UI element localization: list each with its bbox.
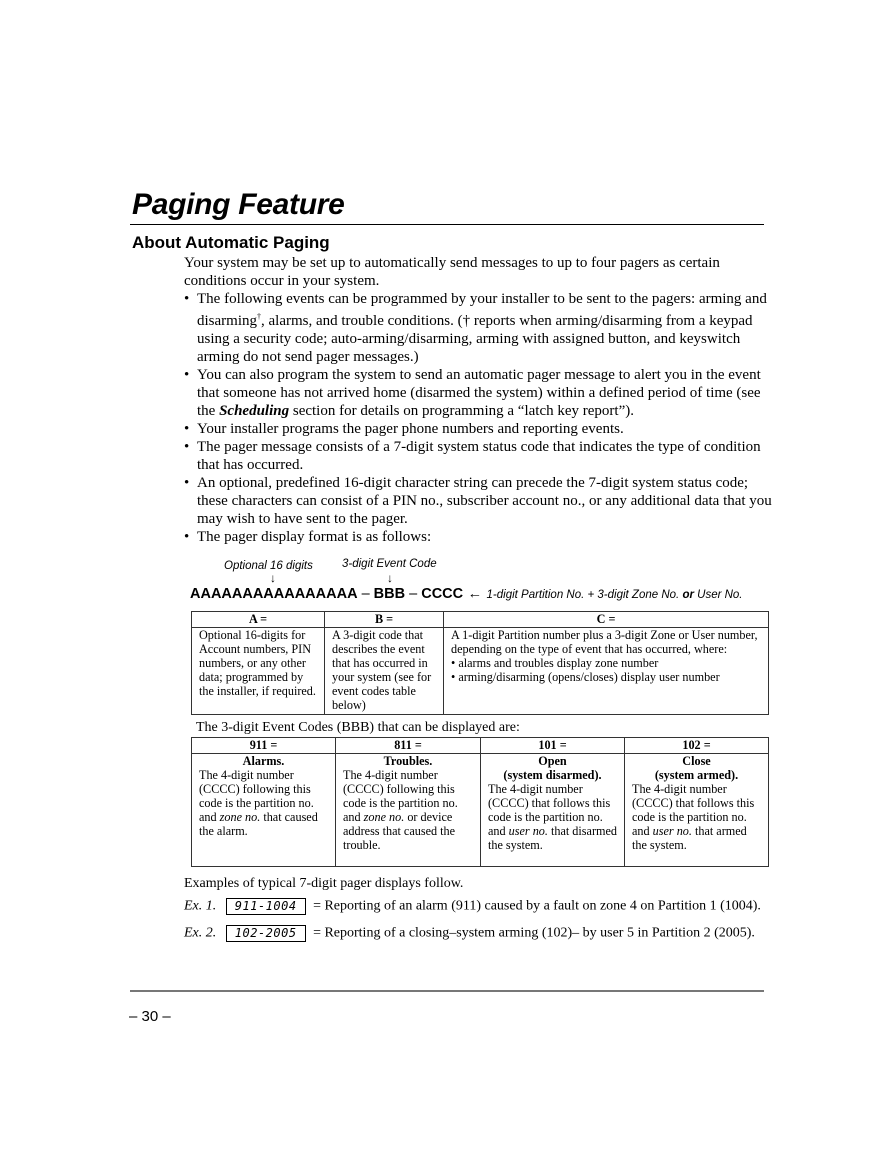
bullet-installer bbox=[184, 420, 774, 438]
bullet-dot: • bbox=[184, 291, 190, 307]
format-label-event-code: 3-digit Event Code bbox=[342, 558, 437, 570]
cell-c-text: A 1-digit Partition number plus a 3-digit Zone or User number, depending on the type of event that has occurred, where: bbox=[451, 628, 758, 656]
arrow-down-icon: ↓ bbox=[387, 571, 393, 585]
event-subtitle: (system armed). bbox=[654, 768, 739, 782]
page-title: Paging Feature bbox=[132, 188, 345, 221]
header-a: A = bbox=[192, 612, 325, 628]
header-101: 101 = bbox=[481, 738, 625, 754]
event-title: Alarms. bbox=[242, 754, 285, 768]
dagger-mark: † bbox=[257, 312, 261, 321]
format-label-optional: Optional 16 digits bbox=[224, 560, 313, 572]
table-header-row bbox=[192, 738, 769, 754]
format-c-part: CCCC bbox=[421, 586, 464, 602]
bullet-message bbox=[184, 438, 774, 474]
header-b: B = bbox=[325, 612, 444, 628]
bullet-text: section for details on programming a “latch key report”). bbox=[289, 403, 634, 419]
arrow-left-icon: ← bbox=[467, 586, 483, 602]
list-item: • arming/disarming (opens/closes) display user number bbox=[451, 670, 720, 684]
page-number: – 30 – bbox=[129, 1008, 171, 1025]
event-title: Open bbox=[538, 754, 567, 768]
bullet-text: You can also program the system to send an automatic pager message to alert you in the event that someone has not arrived home (disarmed the system) within a defined period of time (see the bbox=[197, 367, 761, 419]
bullet-dot: • bbox=[184, 475, 190, 491]
list-item: • alarms and troubles display zone number bbox=[451, 656, 659, 670]
event-subtitle: (system disarmed). bbox=[503, 768, 602, 782]
bullet-events bbox=[184, 290, 774, 366]
cell-c bbox=[444, 628, 769, 715]
header-911: 911 = bbox=[192, 738, 336, 754]
pager-format-line bbox=[190, 585, 743, 603]
header-811: 811 = bbox=[336, 738, 481, 754]
format-c-note: 1-digit Partition No. + 3-digit Zone No. or User No. bbox=[486, 589, 743, 601]
event-title: Troubles. bbox=[383, 754, 433, 768]
example-row bbox=[184, 898, 761, 915]
pager-display: 102-2005 bbox=[226, 925, 306, 942]
format-parts-table bbox=[191, 611, 769, 715]
bullet-latch-key bbox=[184, 366, 774, 420]
body-text bbox=[184, 254, 774, 546]
cell-102: Close (system armed). The 4-digit number (CCCC) that follows this code is the partition no. and user no. that armed the system. bbox=[625, 754, 769, 867]
bullet-dot: • bbox=[184, 529, 190, 545]
cell-b: A 3-digit code that describes the event that has occurred in your system (see for event codes table below) bbox=[325, 628, 444, 715]
cell-101: Open (system disarmed). The 4-digit number (CCCC) that follows this code is the partition no. and user no. that disarmed the system. bbox=[481, 754, 625, 867]
example-text: = Reporting of an alarm (911) caused by a fault on zone 4 on Partition 1 (1004). bbox=[313, 898, 761, 914]
cell-c-list bbox=[451, 656, 761, 684]
bullet-list bbox=[184, 290, 774, 546]
table-header-row bbox=[192, 612, 769, 628]
cell-911: Alarms. The 4-digit number (CCCC) following this code is the partition no. and zone no. that caused the alarm. bbox=[192, 754, 336, 867]
bullet-text: Your installer programs the pager phone numbers and reporting events. bbox=[197, 421, 624, 437]
format-a-part: AAAAAAAAAAAAAAAA bbox=[190, 586, 358, 602]
bullet-dot: • bbox=[184, 367, 190, 383]
format-b-part: BBB bbox=[373, 586, 406, 602]
example-label: Ex. 1. bbox=[184, 898, 217, 914]
event-codes-table bbox=[191, 737, 769, 867]
format-dash: – bbox=[357, 586, 374, 602]
table-row bbox=[192, 628, 769, 715]
examples-intro: Examples of typical 7-digit pager displays follow. bbox=[184, 876, 464, 891]
title-rule bbox=[130, 224, 764, 225]
table-row bbox=[192, 754, 769, 867]
header-102: 102 = bbox=[625, 738, 769, 754]
intro-paragraph: Your system may be set up to automatically send messages to up to four pagers as certain conditions occur in your system. bbox=[184, 255, 720, 289]
format-dash: – bbox=[405, 586, 422, 602]
footer-rule bbox=[130, 990, 764, 992]
event-title: Close bbox=[682, 754, 711, 768]
example-label: Ex. 2. bbox=[184, 925, 217, 941]
bullet-text: The pager display format is as follows: bbox=[197, 529, 432, 545]
header-c: C = bbox=[444, 612, 769, 628]
bullet-dot: • bbox=[184, 439, 190, 455]
bullet-display-format bbox=[184, 528, 774, 546]
cell-811: Troubles. The 4-digit number (CCCC) following this code is the partition no. and zone no. or device address that caused the trouble. bbox=[336, 754, 481, 867]
pager-display: 911-1004 bbox=[226, 898, 306, 915]
arrow-down-icon: ↓ bbox=[270, 571, 276, 585]
bullet-text: , alarms, and trouble conditions. († reports when arming/disarming from a keypad using a security code; auto-arming/disarming, arming with assigned button, and keyswitch arming do not send pager messages.) bbox=[197, 313, 753, 365]
section-heading: About Automatic Paging bbox=[132, 233, 330, 252]
bullet-text: The pager message consists of a 7-digit system status code that indicates the type of condition that has occurred. bbox=[197, 439, 761, 473]
scheduling-reference: Scheduling bbox=[219, 403, 290, 419]
bullet-dot: • bbox=[184, 421, 190, 437]
bullet-optional-string bbox=[184, 474, 774, 528]
bullet-text: The following events can be programmed by your installer to be sent to the pagers: arming and disarming bbox=[197, 291, 767, 329]
example-row bbox=[184, 925, 755, 942]
events-intro: The 3-digit Event Codes (BBB) that can be displayed are: bbox=[196, 720, 520, 735]
cell-a: Optional 16-digits for Account numbers, PIN numbers, or any other data; programmed by the installer, if required. bbox=[192, 628, 325, 715]
example-text: = Reporting of a closing–system arming (102)– by user 5 in Partition 2 (2005). bbox=[313, 925, 755, 941]
bullet-text: An optional, predefined 16-digit character string can precede the 7-digit system status code; these characters can consist of a PIN no., subscriber account no., or any additional data that you may wish to have sent to the pager. bbox=[197, 475, 772, 527]
